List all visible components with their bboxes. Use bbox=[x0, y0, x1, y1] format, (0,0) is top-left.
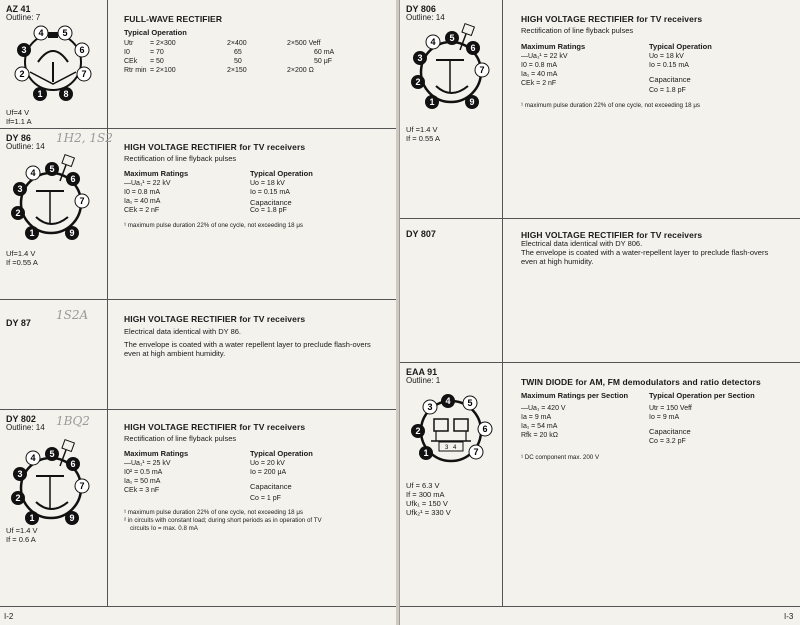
tube-outline: Outline: 1 bbox=[406, 376, 441, 385]
section-subtitle: Rectification of line flyback pulses bbox=[124, 154, 237, 163]
max-rating-value: I0 = 0.8 mA bbox=[124, 189, 160, 196]
max-rating-value: I0 = 0.8 mA bbox=[521, 62, 557, 69]
capacitance-value: Co = 1.8 pF bbox=[649, 87, 686, 94]
operation-table bbox=[124, 40, 364, 76]
svg-text:7: 7 bbox=[79, 481, 85, 491]
max-rating-value: —Ua₁¹ = 25 kV bbox=[124, 460, 171, 467]
filament-current: If = 300 mA bbox=[406, 490, 445, 499]
max-rating-value: Ia₁ = 40 mA bbox=[124, 198, 161, 205]
svg-text:3: 3 bbox=[21, 45, 27, 55]
max-rating-value: CEk = 2 nF bbox=[124, 207, 160, 214]
left-page bbox=[0, 0, 397, 625]
filament-voltage: Uf = 6.3 V bbox=[406, 481, 440, 490]
tube-name: AZ 41 bbox=[6, 4, 31, 14]
section-title: HIGH VOLTAGE RECTIFIER for TV receivers bbox=[124, 314, 306, 324]
section-title: FULL-WAVE RECTIFIER bbox=[124, 14, 223, 24]
filament-current: If = 0.6 A bbox=[6, 535, 36, 544]
section-subtitle: Electrical data identical with DY 806. bbox=[521, 239, 643, 248]
svg-text:5: 5 bbox=[449, 33, 455, 43]
filament-current: If =0.55 A bbox=[6, 258, 38, 267]
section-description: The envelope is coated with a water-repellent layer to preclude flash-overs even at high humidity. bbox=[521, 248, 769, 266]
section-subtitle: Electrical data identical with DY 86. bbox=[124, 327, 242, 336]
footnote: ² in circuits with constant load; during short periods as in operation of TV bbox=[124, 517, 322, 524]
svg-text:7: 7 bbox=[79, 196, 85, 206]
section-title: HIGH VOLTAGE RECTIFIER for TV receivers bbox=[124, 422, 306, 432]
svg-text:7: 7 bbox=[473, 447, 479, 457]
capacitance-heading: Capacitance bbox=[250, 198, 292, 207]
svg-text:9: 9 bbox=[69, 513, 75, 523]
tube-section-dy806 bbox=[400, 0, 800, 219]
svg-text:1: 1 bbox=[429, 97, 435, 107]
table-row: CEk = 50 50 50 μF bbox=[124, 58, 333, 65]
svg-text:6: 6 bbox=[482, 424, 488, 434]
svg-text:4: 4 bbox=[30, 453, 36, 463]
table-row: Rtr min = 2×100 2×150 2×200 Ω bbox=[124, 67, 314, 74]
max-rating-value: —Ua₁ = 420 V bbox=[521, 405, 566, 412]
svg-text:4: 4 bbox=[453, 445, 457, 451]
capacitance-value: Co = 3.2 pF bbox=[649, 438, 686, 445]
svg-text:9: 9 bbox=[69, 228, 75, 238]
svg-text:3: 3 bbox=[17, 184, 23, 194]
max-rating-value: Ia = 9 mA bbox=[521, 414, 552, 421]
section-title: HIGH VOLTAGE RECTIFIER for TV receivers bbox=[124, 142, 306, 152]
filament-voltage: Uf =1.4 V bbox=[6, 526, 38, 535]
svg-text:1: 1 bbox=[29, 513, 35, 523]
svg-text:5: 5 bbox=[49, 449, 55, 459]
filament-voltage: Uf =1.4 V bbox=[406, 125, 438, 134]
svg-text:8: 8 bbox=[63, 89, 69, 99]
svg-text:1: 1 bbox=[37, 89, 43, 99]
capacitance-value: Co = 1 pF bbox=[250, 495, 281, 502]
footnote: ¹ DC component max. 200 V bbox=[521, 454, 600, 461]
svg-text:7: 7 bbox=[479, 65, 485, 75]
svg-text:4: 4 bbox=[430, 37, 436, 47]
tube-outline: Outline: 14 bbox=[6, 142, 45, 151]
filament-current: If = 0.55 A bbox=[406, 134, 440, 143]
svg-text:4: 4 bbox=[30, 168, 36, 178]
tube-name: DY 802 bbox=[6, 414, 36, 424]
section-title: HIGH VOLTAGE RECTIFIER for TV receivers bbox=[521, 14, 703, 24]
base-pins bbox=[10, 22, 96, 104]
tube-name: DY 86 bbox=[6, 133, 31, 143]
max-ratings-heading: Maximum Ratings bbox=[124, 449, 189, 458]
typical-operation-heading: Typical Operation bbox=[124, 28, 187, 37]
max-rating-value: CEk = 2 nF bbox=[521, 80, 557, 87]
svg-text:3: 3 bbox=[445, 445, 449, 451]
typical-operation-heading: Typical Operation bbox=[649, 42, 712, 51]
typical-value: Io = 0.15 mA bbox=[649, 62, 689, 69]
typical-operation-heading: Typical Operation bbox=[250, 449, 313, 458]
typical-operation-heading: Typical Operation per Section bbox=[649, 391, 755, 400]
tube-name: DY 807 bbox=[406, 229, 436, 239]
svg-text:3: 3 bbox=[427, 402, 433, 412]
tube-name: DY 87 bbox=[6, 318, 31, 328]
typical-value: Io = 200 μA bbox=[250, 469, 287, 476]
section-description: The envelope is coated with a water repellent layer to preclude flash-overs even at high ambient humidity. bbox=[124, 340, 371, 358]
typical-value: Io = 0.15 mA bbox=[250, 189, 290, 196]
typical-value: Uo = 20 kV bbox=[250, 460, 285, 467]
heater-cathode-voltage: Ufk₁ = 150 V bbox=[406, 499, 448, 508]
svg-text:5: 5 bbox=[62, 28, 68, 38]
footnote: ¹ maximum pulse duration 22% of one cycle, not exceeding 18 μs bbox=[124, 509, 303, 516]
typical-value: Uo = 18 kV bbox=[649, 53, 684, 60]
svg-text:1: 1 bbox=[29, 228, 35, 238]
table-row: Utr = 2×300 2×400 2×500 Veff bbox=[124, 40, 321, 47]
svg-text:2: 2 bbox=[15, 208, 21, 218]
tube-name: EAA 91 bbox=[406, 367, 438, 377]
handwritten-note: 1H2, 1S2 bbox=[56, 131, 113, 145]
svg-text:6: 6 bbox=[70, 459, 76, 469]
tube-section-eaa91 bbox=[400, 363, 800, 607]
section-subtitle: Rectification of line flyback pulses bbox=[521, 26, 634, 35]
typical-operation-heading: Typical Operation bbox=[250, 169, 313, 178]
max-ratings-heading: Maximum Ratings bbox=[124, 169, 189, 178]
tube-outline: Outline: 14 bbox=[406, 13, 445, 22]
max-rating-value: —Ua₁¹ = 22 kV bbox=[124, 180, 171, 187]
max-rating-value: —Ua₁¹ = 22 kV bbox=[521, 53, 568, 60]
capacitance-heading: Capacitance bbox=[250, 482, 292, 491]
tube-outline: Outline: 14 bbox=[6, 423, 45, 432]
filament-current: If=1.1 A bbox=[6, 117, 32, 126]
max-rating-value: Rfk = 20 kΩ bbox=[521, 432, 558, 439]
svg-text:2: 2 bbox=[415, 77, 421, 87]
tube-section-dy87 bbox=[0, 300, 396, 410]
max-rating-value: CEk = 3 nF bbox=[124, 487, 160, 494]
filament-voltage: Uf=1.4 V bbox=[6, 249, 36, 258]
heater-cathode-voltage: Ufk₂¹ = 330 V bbox=[406, 508, 451, 517]
footnote: ¹ maximum pulse duration 22% of one cycle, not exceeding 18 μs bbox=[124, 222, 303, 229]
tube-section-dy802 bbox=[0, 410, 396, 607]
capacitance-heading: Capacitance bbox=[649, 75, 691, 84]
max-rating-value: Ia₁ = 54 mA bbox=[521, 423, 558, 430]
capacitance-heading: Capacitance bbox=[649, 427, 691, 436]
typical-value: Utr = 150 Veff bbox=[649, 405, 692, 412]
svg-text:6: 6 bbox=[470, 43, 476, 53]
svg-text:2: 2 bbox=[15, 493, 21, 503]
typical-value: Io = 9 mA bbox=[649, 414, 680, 421]
handwritten-note: 1BQ2 bbox=[56, 414, 90, 428]
base-pins bbox=[6, 151, 96, 243]
typical-value: Uo = 18 kV bbox=[250, 180, 285, 187]
footnote: circuits Io = max. 0.8 mA bbox=[130, 525, 198, 532]
tube-section-dy807 bbox=[400, 219, 800, 363]
svg-text:2: 2 bbox=[415, 426, 421, 436]
svg-text:4: 4 bbox=[38, 28, 44, 38]
section-title: HIGH VOLTAGE RECTIFIER for TV receivers bbox=[521, 230, 703, 240]
page-number: I-3 bbox=[784, 612, 794, 621]
svg-text:5: 5 bbox=[49, 164, 55, 174]
page-number: I-2 bbox=[4, 612, 14, 621]
svg-text:1: 1 bbox=[423, 448, 429, 458]
svg-text:4: 4 bbox=[445, 396, 451, 406]
right-page bbox=[399, 0, 800, 625]
section-subtitle: Rectification of line flyback pulses bbox=[124, 434, 237, 443]
filament-voltage: Uf=4 V bbox=[6, 108, 30, 117]
max-rating-value: Ia₁ = 40 mA bbox=[521, 71, 558, 78]
footnote: ¹ maximum pulse duration 22% of one cycle, not exceeding 18 μs bbox=[521, 102, 700, 109]
svg-text:7: 7 bbox=[81, 69, 87, 79]
max-rating-value: I0² = 0.5 mA bbox=[124, 469, 163, 476]
tube-name: DY 806 bbox=[406, 4, 436, 14]
tube-section-az41 bbox=[0, 0, 396, 129]
base-pins bbox=[6, 436, 96, 528]
base-pins bbox=[406, 20, 496, 112]
handwritten-note: 1S2A bbox=[56, 308, 89, 322]
svg-text:6: 6 bbox=[70, 174, 76, 184]
svg-text:3: 3 bbox=[17, 469, 23, 479]
svg-text:2: 2 bbox=[19, 69, 25, 79]
svg-text:6: 6 bbox=[79, 45, 85, 55]
svg-text:5: 5 bbox=[467, 398, 473, 408]
tube-outline: Outline: 7 bbox=[6, 13, 41, 22]
svg-text:9: 9 bbox=[469, 97, 475, 107]
max-rating-value: Ia₁ = 50 mA bbox=[124, 478, 161, 485]
capacitance-value: Co = 1.8 pF bbox=[250, 207, 287, 214]
max-ratings-heading: Maximum Ratings bbox=[521, 42, 586, 51]
tube-section-dy86 bbox=[0, 129, 396, 300]
svg-text:3: 3 bbox=[417, 53, 423, 63]
base-pins bbox=[406, 389, 496, 469]
section-title: TWIN DIODE for AM, FM demodulators and ratio detectors bbox=[521, 377, 761, 387]
max-ratings-heading: Maximum Ratings per Section bbox=[521, 391, 629, 400]
table-row: I0 = 70 65 60 mA bbox=[124, 49, 335, 56]
